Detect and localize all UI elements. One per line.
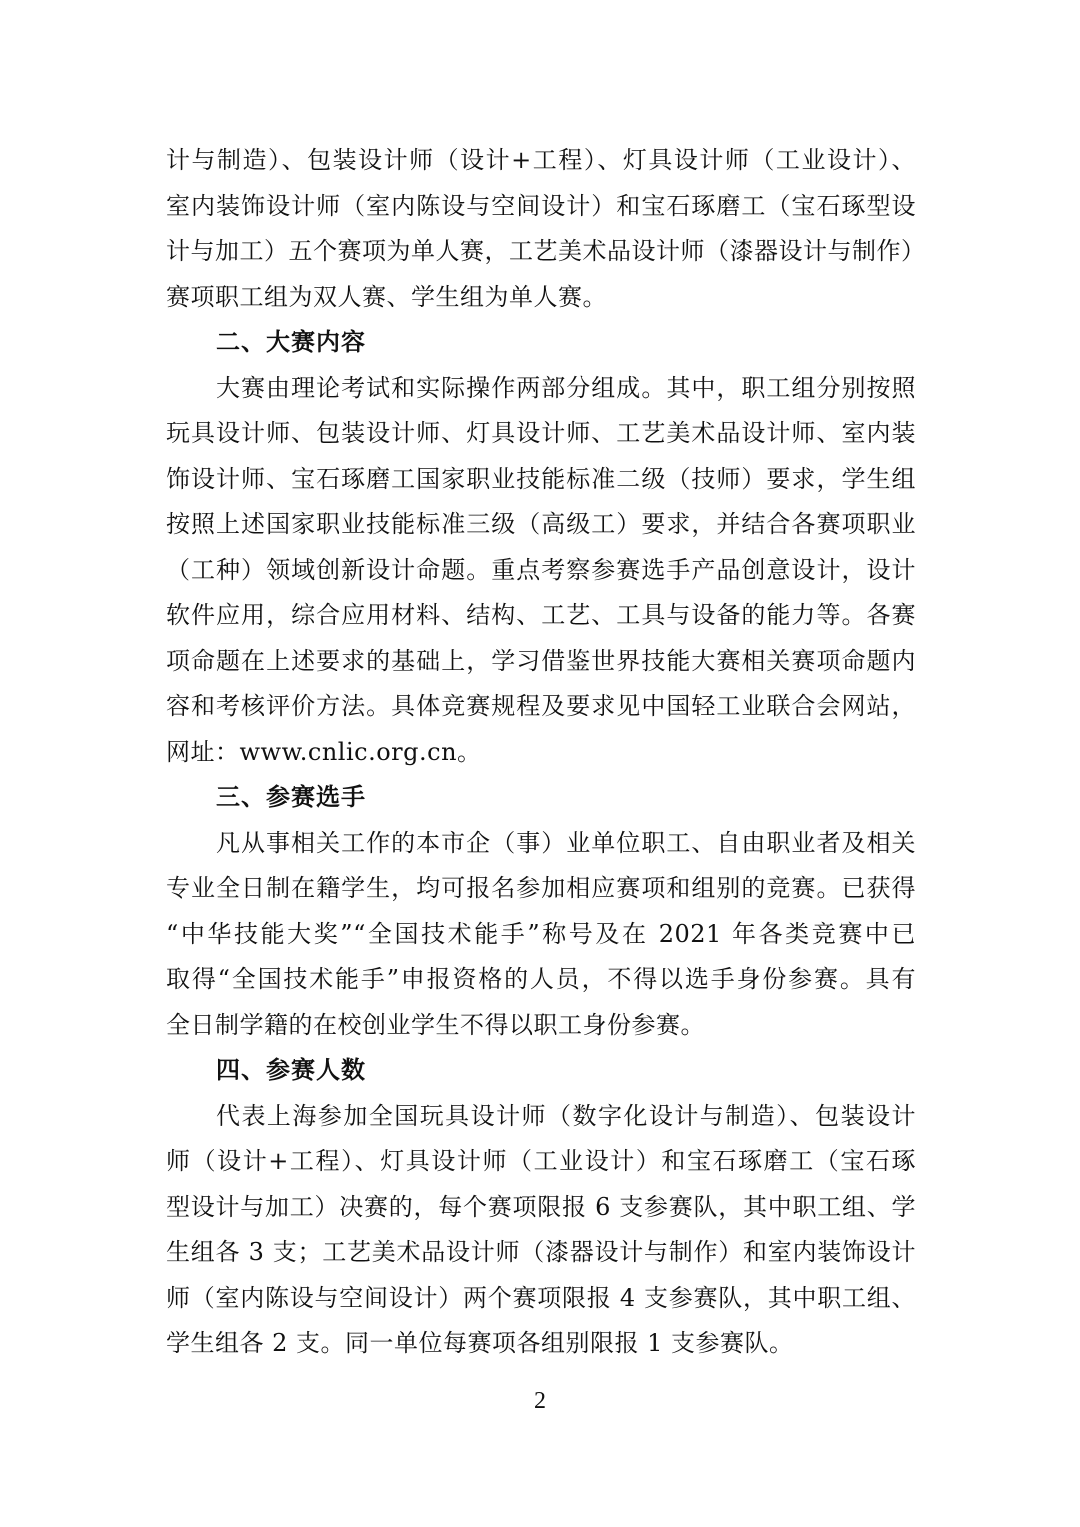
section-heading-participant-count: 四、参赛人数 xyxy=(216,1056,366,1084)
text-line: 玩具设计师、包装设计师、灯具设计师、工艺美术品设计师、室内装 xyxy=(166,419,916,447)
page-number: 2 xyxy=(534,1388,546,1414)
text-line: 项命题在上述要求的基础上，学习借鉴世界技能大赛相关赛项命题内 xyxy=(166,646,916,675)
text-line: （工种）领域创新设计命题。重点考察参赛选手产品创意设计，设计 xyxy=(166,555,916,584)
text-line: 按照上述国家职业技能标准三级（高级工）要求，并结合各赛项职业 xyxy=(166,510,916,538)
text-line: 赛项职工组为双人赛、学生组为单人赛。 xyxy=(166,282,607,311)
text-line: 饰设计师、宝石琢磨工国家职业技能标准二级（技师）要求，学生组 xyxy=(166,464,916,493)
text-line: 计与加工）五个赛项为单人赛，工艺美术品设计师（漆器设计与制作） xyxy=(166,237,926,265)
website-line: 网址：www.cnlic.org.cn。 xyxy=(166,737,482,766)
text-line: 代表上海参加全国玩具设计师（数字化设计与制造）、包装设计 xyxy=(216,1101,916,1130)
text-line: 软件应用，综合应用材料、结构、工艺、工具与设备的能力等。各赛 xyxy=(166,601,916,629)
text-line: 全日制学籍的在校创业学生不得以职工身份参赛。 xyxy=(166,1010,705,1039)
text-line: 专业全日制在籍学生，均可报名参加相应赛项和组别的竞赛。已获得 xyxy=(166,874,916,902)
text-line: 型设计与加工）决赛的，每个赛项限报 6 支参赛队，其中职工组、学 xyxy=(166,1192,916,1221)
intro-paragraph xyxy=(166,138,926,320)
section-heading-contest-content: 二、大赛内容 xyxy=(216,328,366,356)
section-heading-participants: 三、参赛选手 xyxy=(216,783,366,811)
text-line: 计与制造）、包装设计师（设计+工程）、灯具设计师（工业设计）、 xyxy=(166,146,916,174)
text-line: 学生组各 2 支。同一单位每赛项各组别限报 1 支参赛队。 xyxy=(166,1329,794,1357)
document-body xyxy=(166,138,926,1367)
text-line: 凡从事相关工作的本市企（事）业单位职工、自由职业者及相关 xyxy=(216,828,916,857)
section-contest-content-paragraph xyxy=(166,366,916,776)
section-participant-count-paragraph xyxy=(166,1094,916,1367)
section-participants-paragraph xyxy=(166,821,916,1049)
text-line: 师（室内陈设与空间设计）两个赛项限报 4 支参赛队，其中职工组、 xyxy=(166,1283,916,1312)
text-line: 生组各 3 支；工艺美术品设计师（漆器设计与制作）和室内装饰设计 xyxy=(166,1238,916,1266)
text-line: 大赛由理论考试和实际操作两部分组成。其中，职工组分别按照 xyxy=(216,373,916,402)
text-line: “中华技能大奖”“全国技术能手”称号及在 2021 年各类竞赛中已 xyxy=(166,919,916,948)
text-line: 室内装饰设计师（室内陈设与空间设计）和宝石琢磨工（宝石琢型设 xyxy=(166,191,916,220)
text-line: 取得“全国技术能手”申报资格的人员，不得以选手身份参赛。具有 xyxy=(166,965,916,993)
text-line: 师（设计+工程）、灯具设计师（工业设计）和宝石琢磨工（宝石琢 xyxy=(166,1147,916,1175)
text-line: 容和考核评价方法。具体竞赛规程及要求见中国轻工业联合会网站， xyxy=(166,692,916,720)
